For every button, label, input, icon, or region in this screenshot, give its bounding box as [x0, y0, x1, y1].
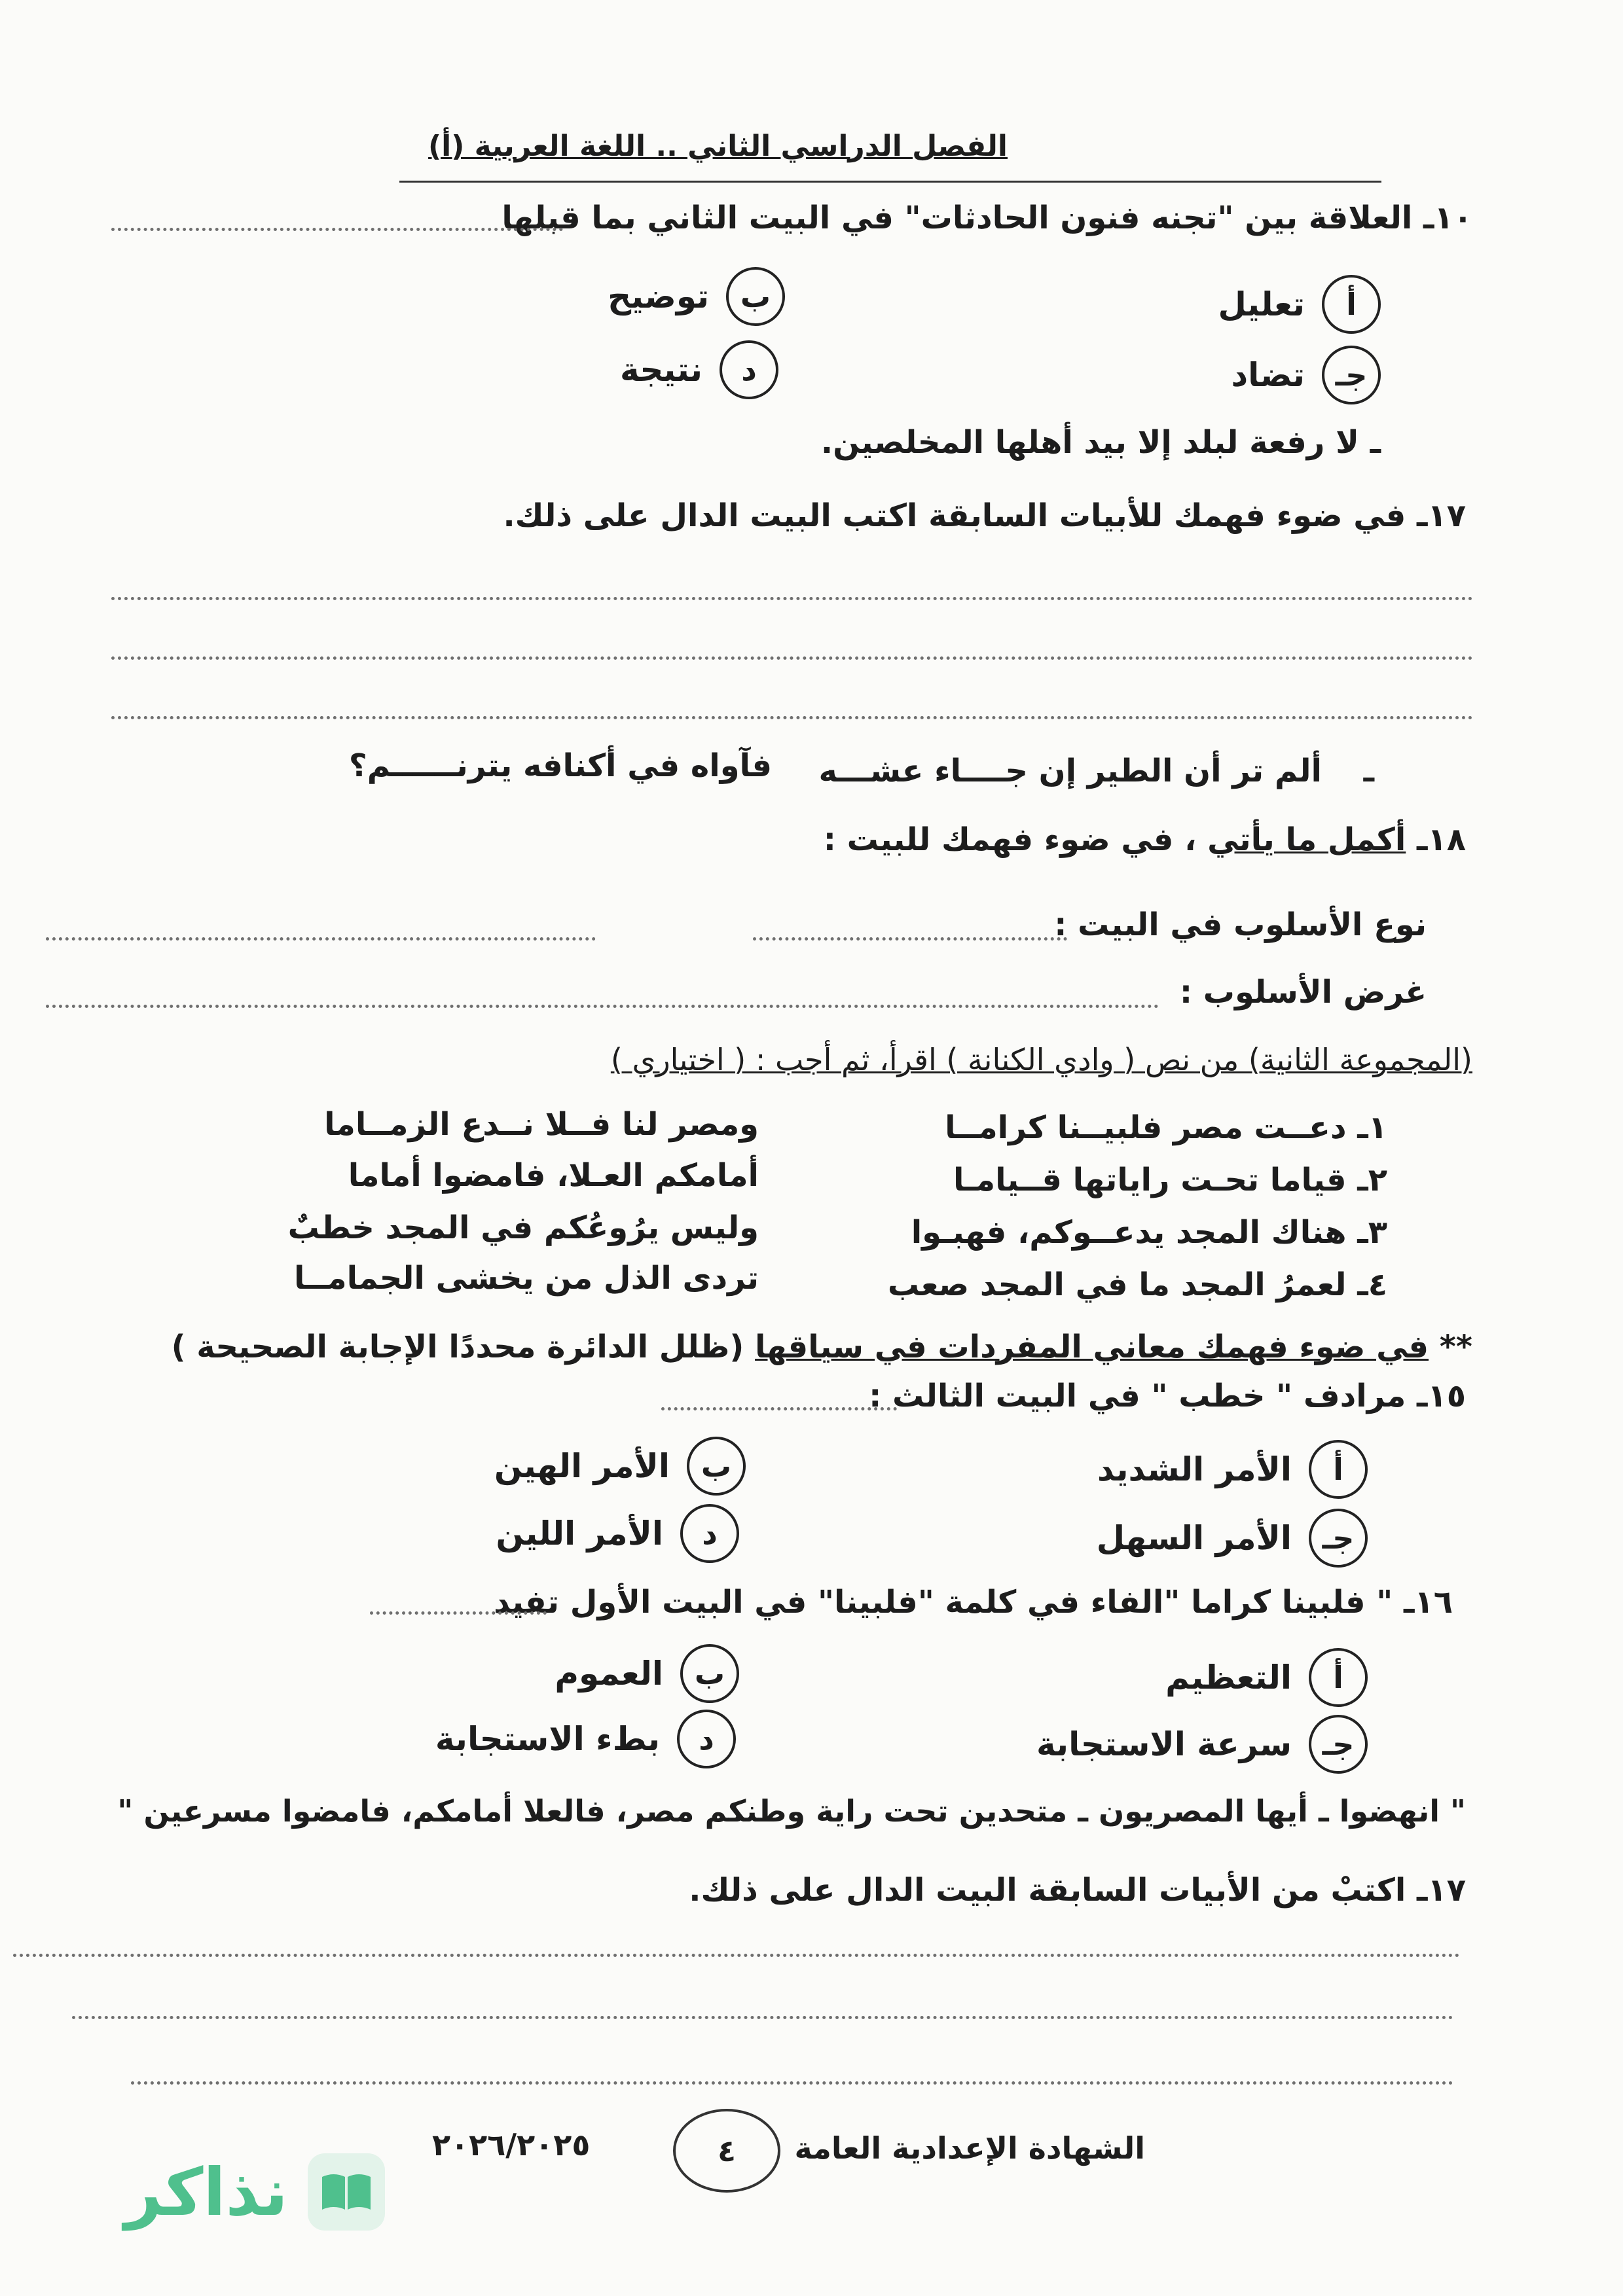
answer-dots: [111, 228, 563, 231]
answer-dots: [753, 937, 1067, 941]
instruction-underlined: في ضوء فهمك معاني المفردات في سياقها: [755, 1329, 1429, 1365]
option-text: تضاد: [1231, 356, 1305, 394]
option-b[interactable]: [555, 1644, 739, 1703]
question-17: ١٧ـ في ضوء فهمك للأبيات السابقة اكتب البيت الدال على ذلك.: [503, 497, 1466, 534]
brand-logo: [124, 2153, 385, 2231]
option-d[interactable]: [496, 1504, 739, 1563]
option-circle[interactable]: ب: [680, 1644, 739, 1703]
option-c[interactable]: [1097, 1509, 1368, 1568]
verse-dash: ـ: [1363, 753, 1374, 789]
section-heading: (المجموعة الثانية) من نص ( وادي الكنانة ) اقرأ، ثم أجب : ( اختياري ): [610, 1042, 1472, 1077]
option-b[interactable]: [608, 267, 785, 326]
option-text: توضيح: [608, 278, 709, 315]
option-text: سرعة الاستجابة: [1036, 1725, 1292, 1763]
option-circle[interactable]: أ: [1322, 275, 1381, 334]
answer-line: [111, 716, 1473, 719]
option-d[interactable]: [435, 1710, 736, 1768]
page-number: ٤: [717, 2133, 737, 2168]
quote-statement: " انهضوا ـ أيها المصريون ـ متحدين تحت راية وطنكم مصر، فالعلا أمامكم، فامضوا مسرعين ": [117, 1793, 1466, 1829]
option-c[interactable]: [1036, 1715, 1368, 1774]
question-rest: ، في ضوء فهمك للبيت :: [823, 821, 1197, 858]
footer-certificate: الشهادة الإعدادية العامة: [794, 2130, 1145, 2166]
footer-year: ٢٠٢٦/٢٠٢٥: [432, 2127, 591, 2162]
option-circle[interactable]: أ: [1309, 1440, 1368, 1499]
option-text: الأمر الهين: [494, 1447, 670, 1485]
option-circle[interactable]: د: [680, 1504, 739, 1563]
answer-dots: [46, 1005, 1159, 1008]
option-text: نتيجة: [620, 351, 702, 389]
option-d[interactable]: [620, 340, 778, 399]
answer-line: [13, 1954, 1460, 1957]
instruction-stars: **: [1439, 1329, 1472, 1365]
option-text: العموم: [555, 1655, 663, 1693]
question-18: [824, 821, 1466, 858]
question-10: ١٠ـ العلاقة بين "تجنه فنون الحادثات" في البيت الثاني بما قبلها: [501, 200, 1472, 236]
question-instruction: أكمل ما يأتي: [1207, 821, 1406, 858]
answer-dots: [46, 937, 596, 941]
page-header-title: الفصل الدراسي الثاني .. اللغة العربية (أ): [428, 130, 1008, 163]
header-rule: [399, 181, 1381, 183]
option-circle[interactable]: ب: [726, 267, 785, 326]
brand-name: نذاكر: [124, 2153, 288, 2231]
option-text: الأمر السهل: [1096, 1519, 1292, 1557]
answer-line: [131, 2081, 1453, 2085]
answer-dots: [370, 1611, 547, 1615]
poem-line-4-left: تردى الذل من يخشى الجمامــا: [294, 1260, 759, 1297]
option-c[interactable]: [1231, 346, 1381, 404]
question-15: ١٥ـ مرادف " خطب " في البيت الثالث :: [869, 1378, 1466, 1414]
poem-line-3-right: ٣ـ هناك المجد يدعــوكم، فهبـوا: [911, 1214, 1387, 1251]
question-16: ١٦ـ " فلبينا كراما "الفاء في كلمة "فلبينا" في البيت الأول تفيد: [494, 1584, 1453, 1621]
option-text: التعظيم: [1165, 1659, 1292, 1696]
option-circle[interactable]: أ: [1309, 1648, 1368, 1707]
option-text: تعليل: [1218, 285, 1305, 323]
instruction-rest: (ظلل الدائرة محددًا الإجابة الصحيحة ): [171, 1329, 744, 1365]
answer-line: [111, 597, 1473, 600]
poem-line-3-left: وليس يرُوعُكم في المجد خطبٌ: [287, 1210, 759, 1246]
option-circle[interactable]: د: [720, 340, 778, 399]
style-purpose-label: غرض الأسلوب :: [1179, 974, 1427, 1011]
option-a[interactable]: [1165, 1648, 1368, 1707]
poem-line-2-left: أمامكم العـلا، فامضوا أماما: [348, 1157, 759, 1194]
option-circle[interactable]: جـ: [1309, 1715, 1368, 1774]
option-text: الأمر الشديد: [1097, 1450, 1292, 1488]
option-circle[interactable]: جـ: [1322, 346, 1381, 404]
option-a[interactable]: [1097, 1440, 1368, 1499]
verse-first-hemistich: ألم تر أن الطير إن جــــاء عشـــه: [818, 753, 1322, 789]
poem-line-1-right: ١ـ دعــت مصر فلبيــنا كرامــا: [945, 1109, 1387, 1146]
page-number-circle: [673, 2109, 780, 2193]
quote-statement: ـ لا رفعة لبلد إلا بيد أهلها المخلصين.: [820, 424, 1381, 461]
poem-line-4-right: ٤ـ لعمرُ المجد ما في المجد صعب: [887, 1266, 1387, 1303]
option-text: الأمر اللين: [496, 1515, 663, 1552]
style-type-label: نوع الأسلوب في البيت :: [1054, 906, 1427, 943]
answer-dots: [661, 1407, 897, 1410]
option-a[interactable]: [1218, 275, 1381, 334]
option-circle[interactable]: جـ: [1309, 1509, 1368, 1568]
answer-line: [111, 656, 1473, 660]
answer-line: [72, 2016, 1453, 2019]
poem-line-1-left: ومصر لنا فــلا نــدع الزمــاما: [324, 1106, 759, 1143]
verse-second-hemistich: فآواه في أكنافه يترنــــــم؟: [348, 747, 772, 784]
question-17: ١٧ـ اكتبْ من الأبيات السابقة البيت الدال على ذلك.: [689, 1872, 1466, 1909]
question-number: ١٨ـ: [1417, 821, 1466, 858]
poem-line-2-right: ٢ـ قياما تحـت راياتها قــيامـا: [953, 1162, 1387, 1198]
book-icon: [308, 2153, 385, 2231]
option-text: بطء الاستجابة: [435, 1720, 660, 1758]
option-circle[interactable]: ب: [687, 1437, 746, 1496]
option-b[interactable]: [494, 1437, 746, 1496]
option-circle[interactable]: د: [677, 1710, 736, 1768]
instruction-line: [172, 1329, 1472, 1365]
